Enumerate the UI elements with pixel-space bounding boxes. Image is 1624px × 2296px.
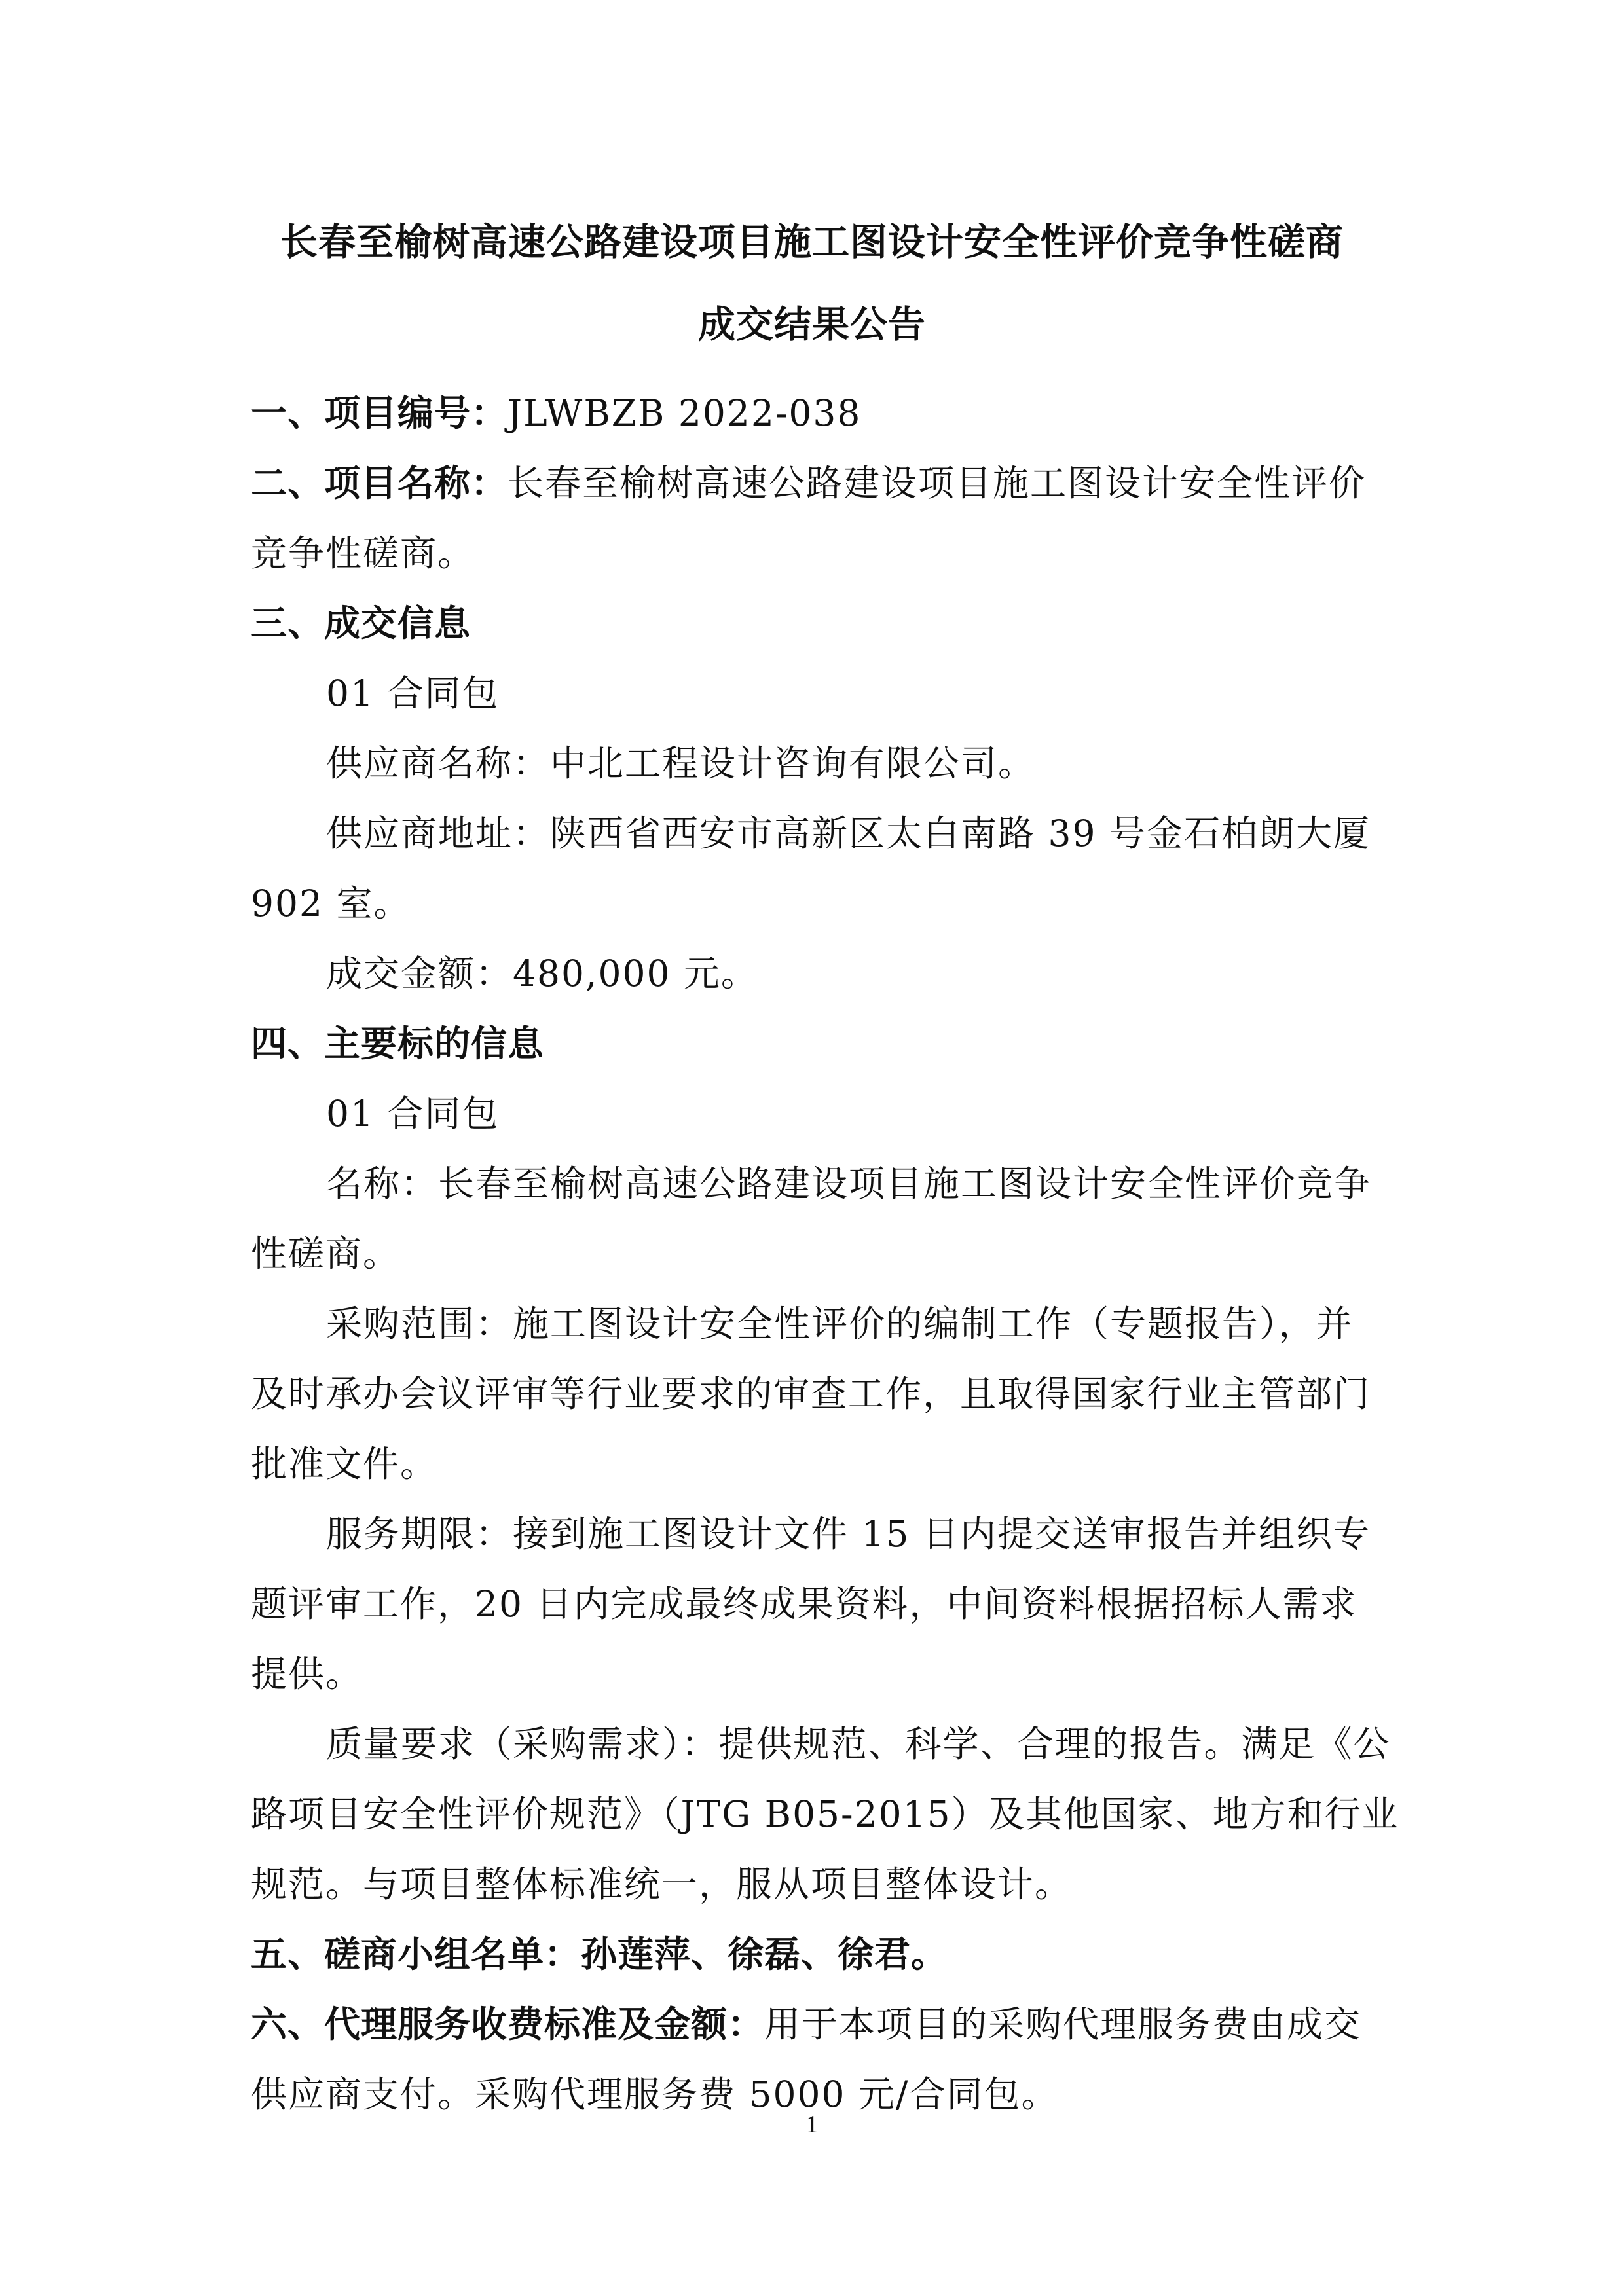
deal-amount: 成交金额：480,000 元。 [326, 953, 758, 994]
supplier-address-2: 902 室。 [251, 883, 411, 924]
quality-2: 路项目安全性评价规范》（JTG B05-2015）及其他国家、地方和行业 [251, 1793, 1399, 1835]
agency-fee-cont: 供应商支付。采购代理服务费 5000 元/合同包。 [251, 2073, 1059, 2115]
scope-2: 及时承办会议评审等行业要求的审查工作，且取得国家行业主管部门 [251, 1373, 1371, 1415]
project-number-label: 一、项目编号： [251, 392, 508, 434]
service-term-2: 题评审工作，20 日内完成最终成果资料，中间资料根据招标人需求 [251, 1583, 1357, 1625]
subject-name-1: 名称：长春至榆树高速公路建设项目施工图设计安全性评价竞争 [326, 1163, 1372, 1205]
agency-fee-label: 六、代理服务收费标准及金额： [251, 2003, 765, 2045]
deal-package: 01 合同包 [326, 672, 500, 714]
agency-fee-value-1: 用于本项目的采购代理服务费由成交 [764, 2003, 1362, 2045]
service-term-3: 提供。 [251, 1653, 363, 1695]
agency-fee [251, 1990, 1387, 2060]
scope-1: 采购范围：施工图设计安全性评价的编制工作（专题报告），并 [326, 1303, 1354, 1345]
subject-name-2: 性磋商。 [251, 1233, 401, 1275]
project-name [251, 448, 1387, 519]
quality-3: 规范。与项目整体标准统一，服从项目整体设计。 [251, 1863, 1073, 1905]
project-number [251, 378, 1387, 448]
document-body [251, 378, 1399, 2130]
project-number-value: JLWBZB 2022-038 [507, 392, 862, 434]
section-deal-info-heading: 三、成交信息 [251, 602, 471, 644]
project-name-label: 二、项目名称： [251, 462, 508, 504]
panel-members: 五、磋商小组名单：孙莲萍、徐磊、徐君。 [251, 1933, 948, 1975]
supplier-name: 供应商名称：中北工程设计咨询有限公司。 [326, 742, 1036, 784]
title-line-2: 成交结果公告 [698, 303, 926, 346]
service-term-1: 服务期限：接到施工图设计文件 15 日内提交送审报告并组织专 [326, 1513, 1371, 1555]
title-line-1: 长春至榆树高速公路建设项目施工图设计安全性评价竞争性磋商 [280, 221, 1344, 264]
supplier-address-1: 供应商地址：陕西省西安市高新区太白南路 39 号金石柏朗大厦 [326, 812, 1371, 854]
project-name-value-1: 长春至榆树高速公路建设项目施工图设计安全性评价 [507, 462, 1367, 504]
section-subject-info-heading: 四、主要标的信息 [251, 1023, 545, 1065]
page-number: 1 [805, 2111, 819, 2138]
quality-1: 质量要求（采购需求）：提供规范、科学、合理的报告。满足《公 [326, 1723, 1391, 1765]
subject-package: 01 合同包 [326, 1093, 500, 1135]
project-name-cont: 竞争性磋商。 [251, 532, 475, 574]
scope-3: 批准文件。 [251, 1443, 438, 1485]
